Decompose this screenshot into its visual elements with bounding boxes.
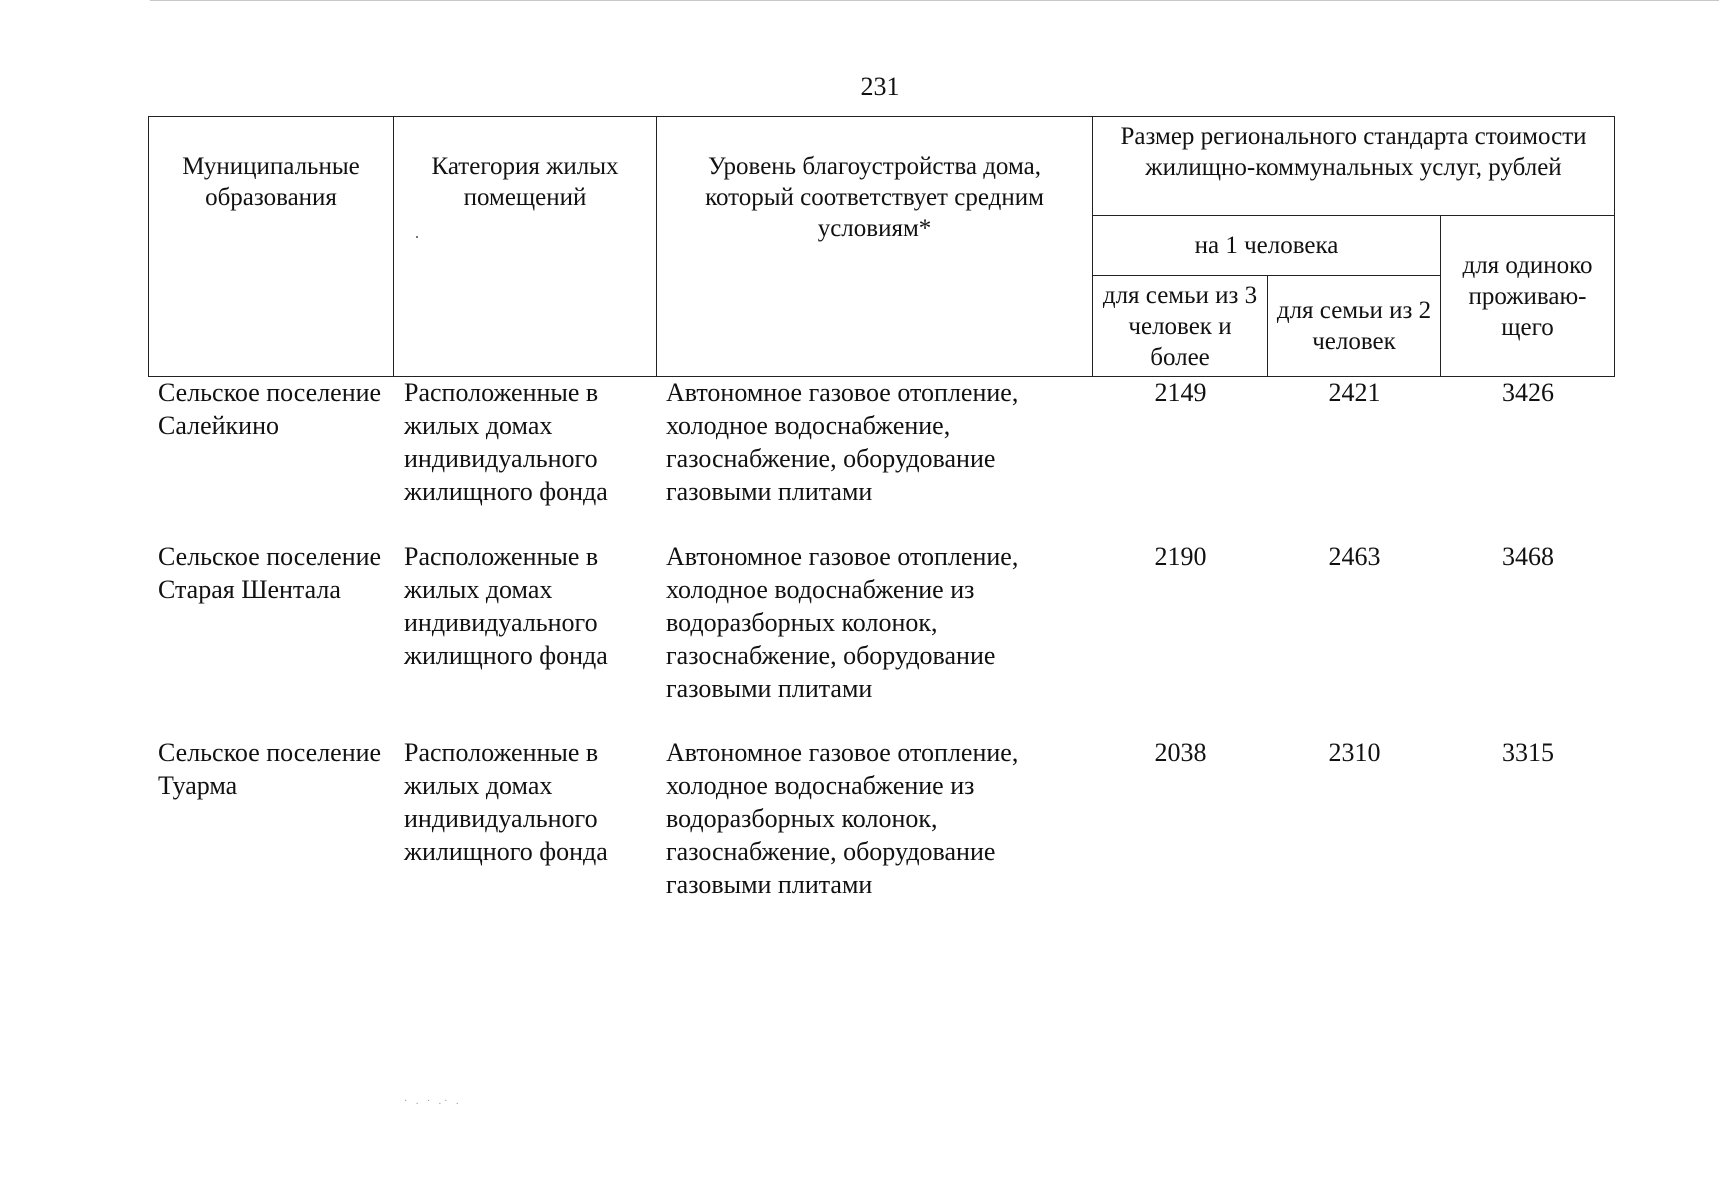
page-number: 231 <box>860 72 900 101</box>
header-per-person: на 1 человека <box>1093 216 1441 276</box>
header-category: Категория жилых помещений <box>394 117 657 377</box>
header-level: Уровень благоустройства дома, который соответствует средним условиям* <box>657 117 1093 377</box>
cell-level: Автономное газовое отопление, холодное водоснабжение, газоснабжение, оборудование газовыми плитами <box>666 378 1019 506</box>
cell-family-2: 2310 <box>1328 738 1381 767</box>
cell-single: 3468 <box>1502 542 1554 571</box>
header-standard-size: Размер регионального стандарта стоимости жилищно-коммунальных услуг, рублей <box>1093 117 1615 216</box>
cell-family-3: 2190 <box>1154 542 1207 571</box>
cell-category: Расположенные в жилых домах индивидуального жилищного фонда <box>404 378 608 506</box>
cell-family-2: 2463 <box>1328 542 1381 571</box>
cell-category: Расположенные в жилых домах индивидуального жилищного фонда <box>404 738 608 866</box>
cell-single: 3315 <box>1502 738 1554 767</box>
cell-family-3: 2038 <box>1154 738 1207 767</box>
header-family-3: для семьи из 3 человек и более <box>1093 276 1268 377</box>
cell-level: Автономное газовое отопление, холодное водоснабжение из водоразборных колонок, газоснабжение, оборудование газовыми плитами <box>666 542 1019 703</box>
table-header <box>148 116 1615 377</box>
header-municipalities: Муниципальные образования <box>149 117 394 377</box>
cell-level: Автономное газовое отопление, холодное водоснабжение из водоразборных колонок, газоснабжение, оборудование газовыми плитами <box>666 738 1019 899</box>
cell-family-3: 2149 <box>1154 378 1207 407</box>
cell-single: 3426 <box>1502 378 1554 407</box>
scan-edge <box>150 0 1719 3</box>
cell-category: Расположенные в жилых домах индивидуального жилищного фонда <box>404 542 608 670</box>
header-single: для одиноко проживаю-щего <box>1441 216 1615 377</box>
cell-family-2: 2421 <box>1328 378 1381 407</box>
cell-municipality: Сельское поселение Салейкино <box>158 378 382 440</box>
cell-municipality: Сельское поселение Туарма <box>158 738 382 800</box>
scan-artifact: · . · .· . <box>404 1096 462 1107</box>
scan-artifact <box>416 236 418 238</box>
cell-municipality: Сельское поселение Старая Шентала <box>158 542 382 604</box>
header-family-2: для семьи из 2 человек <box>1268 276 1441 377</box>
